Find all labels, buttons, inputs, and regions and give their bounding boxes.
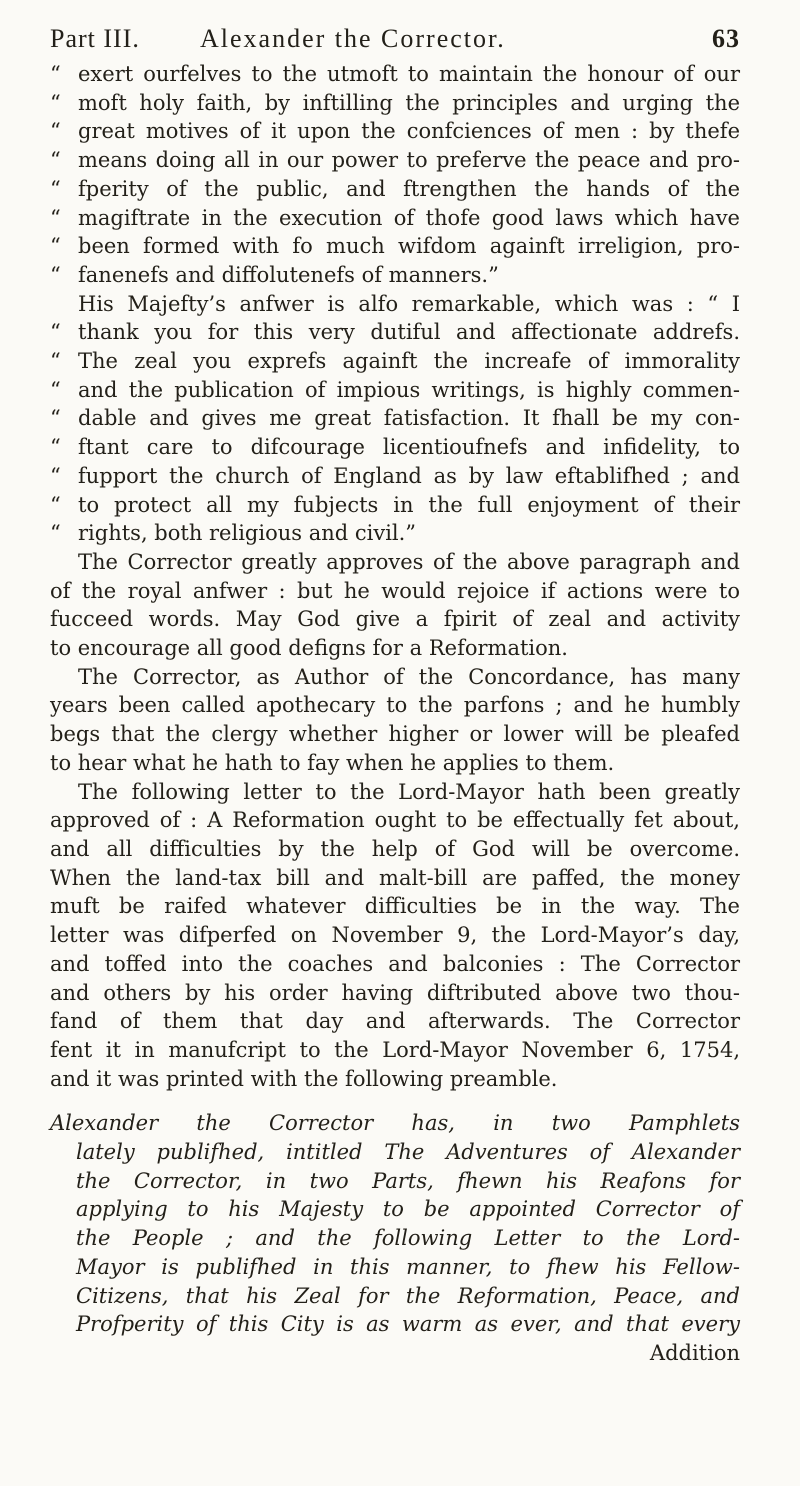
line-text: and the publication of impious writings, is highly commen-: [78, 377, 740, 402]
quote-mark: “: [50, 176, 61, 201]
text-line: [50, 1007, 740, 1036]
line-text: fucceed words. May God give a fpirit of zeal and activity: [50, 607, 740, 632]
preamble: [50, 1109, 740, 1339]
quote-mark: “: [50, 492, 61, 517]
quote-mark: “: [50, 119, 61, 144]
text-line: [50, 60, 740, 89]
text-line: [50, 605, 740, 634]
line-text: fupport the church of England as by law eftablifhed ; and: [78, 463, 740, 488]
line-text: letter was difperfed on November 9, the Lord-Mayor’s day,: [50, 923, 740, 948]
line-text: and others by his order having diftributed above two thou-: [50, 980, 740, 1005]
text-line: [50, 720, 740, 749]
text-line: [50, 204, 740, 233]
part-label: Part III.: [50, 24, 140, 53]
line-text: When the land-tax bill and malt-bill are paffed, the money: [50, 865, 740, 890]
text-line: [50, 691, 740, 720]
quote-mark: “: [50, 234, 61, 259]
text-line: [50, 117, 740, 146]
text-line: [50, 1036, 740, 1065]
text-line: [50, 749, 740, 778]
line-text: means doing all in our power to preferve the peace and pro-: [78, 148, 740, 173]
text-line: [50, 548, 740, 577]
text-line: [50, 864, 740, 893]
line-text: begs that the clergy whether higher or lower will be pleafed: [50, 722, 740, 747]
line-text: The following letter to the Lord-Mayor hath been greatly: [78, 779, 740, 804]
preamble-line: the Corrector, in two Parts, fhewn his Reafons for: [76, 1168, 740, 1193]
line-text: rights, both religious and civil.”: [78, 521, 417, 546]
line-text: and it was printed with the following preamble.: [50, 1066, 558, 1091]
quote-mark: “: [50, 205, 61, 230]
text-line: [50, 462, 740, 491]
text-line: [50, 433, 740, 462]
line-text: The zeal you exprefs againft the increafe of immorality: [78, 349, 740, 374]
text-line: [50, 663, 740, 692]
text-line: [50, 1065, 740, 1094]
running-header: [50, 20, 740, 60]
line-text: to protect all my fubjects in the full enjoyment of their: [78, 492, 740, 517]
quote-mark: “: [50, 148, 61, 173]
text-line: [50, 318, 740, 347]
quote-mark: “: [50, 349, 61, 374]
line-text: fent it in manufcript to the Lord-Mayor November 6, 1754,: [50, 1037, 740, 1062]
catchword: Addition: [649, 1340, 740, 1365]
text-line: [50, 921, 740, 950]
line-text: fanenefs and diffolutenefs of manners.”: [78, 262, 499, 287]
line-text: and all difficulties by the help of God will be overcome.: [50, 836, 740, 861]
line-text: fperity of the public, and ftrengthen the hands of the: [78, 176, 740, 201]
text-line: [50, 146, 740, 175]
text-line: [50, 89, 740, 118]
quote-mark: “: [50, 463, 61, 488]
quote-mark: “: [50, 377, 61, 402]
text-line: [50, 232, 740, 261]
line-text: magiftrate in the execution of thofe good laws which have: [78, 205, 740, 230]
line-text: years been called apothecary to the parfons ; and he humbly: [50, 693, 740, 718]
line-text: approved of : A Reformation ought to be effectually fet about,: [50, 808, 740, 833]
text-line: [50, 806, 740, 835]
quote-mark: “: [50, 320, 61, 345]
preamble-line: Profperity of this City is as warm as ever, and that every: [76, 1312, 740, 1337]
text-line: [50, 577, 740, 606]
line-text: fand of them that day and afterwards. The Corrector: [50, 1009, 740, 1034]
preamble-line: Alexander the Corrector has, in two Pamphlets: [50, 1111, 740, 1136]
quote-mark: “: [50, 406, 61, 431]
running-title: Alexander the Corrector.: [200, 24, 506, 53]
line-text: ftant care to difcourage licentioufnefs and infidelity, to: [78, 435, 740, 460]
text-line: [50, 290, 740, 319]
text-line: [50, 175, 740, 204]
text-line: [50, 634, 740, 663]
body-text: [50, 60, 740, 1093]
preamble-line: applying to his Majesty to be appointed Corrector of: [76, 1197, 740, 1222]
text-line: [50, 892, 740, 921]
line-text: to encourage all good defigns for a Reformation.: [50, 636, 568, 661]
line-text: muft be raifed whatever difficulties be in the way. The: [50, 894, 740, 919]
quote-mark: “: [50, 435, 61, 460]
preamble-line: lately publifhed, intitled The Adventures of Alexander: [76, 1140, 740, 1165]
text-line: [50, 519, 740, 548]
line-text: The Corrector greatly approves of the above paragraph and: [78, 549, 740, 574]
text-line: [50, 979, 740, 1008]
text-line: [50, 491, 740, 520]
quote-mark: “: [50, 90, 61, 115]
preamble-line: Citizens, that his Zeal for the Reformation, Peace, and: [76, 1283, 740, 1308]
text-line: [50, 404, 740, 433]
text-line: [50, 376, 740, 405]
line-text: great motives of it upon the confciences of men : by thefe: [78, 119, 740, 144]
line-text: of the royal anfwer : but he would rejoice if actions were to: [50, 578, 740, 603]
line-text: thank you for this very dutiful and affectionate addrefs.: [78, 320, 740, 345]
quote-mark: “: [50, 62, 61, 86]
text-line: [50, 950, 740, 979]
text-line: [50, 347, 740, 376]
line-text: The Corrector, as Author of the Concordance, has many: [78, 664, 740, 689]
line-text: moft holy faith, by inftilling the principles and urging the: [78, 90, 740, 115]
line-text: to hear what he hath to fay when he applies to them.: [50, 750, 615, 775]
line-text: exert ourfelves to the utmoft to maintain the honour of our: [78, 62, 740, 86]
text-line: [50, 261, 740, 290]
quote-mark: “: [50, 521, 61, 546]
page-number: 63: [712, 24, 740, 53]
line-text: been formed with fo much wifdom againft irreligion, pro-: [78, 234, 740, 259]
text-line: [50, 835, 740, 864]
text-line: [50, 778, 740, 807]
preamble-line: Mayor is publifhed in this manner, to fhew his Fellow-: [76, 1254, 740, 1279]
line-text: His Majefty’s anfwer is alfo remarkable, which was : “ I: [78, 291, 740, 316]
line-text: dable and gives me great fatisfaction. It fhall be my con-: [78, 406, 740, 431]
preamble-line: the People ; and the following Letter to the Lord-: [76, 1226, 740, 1251]
quote-mark: “: [50, 262, 61, 287]
line-text: and toffed into the coaches and balconies : The Corrector: [50, 951, 740, 976]
